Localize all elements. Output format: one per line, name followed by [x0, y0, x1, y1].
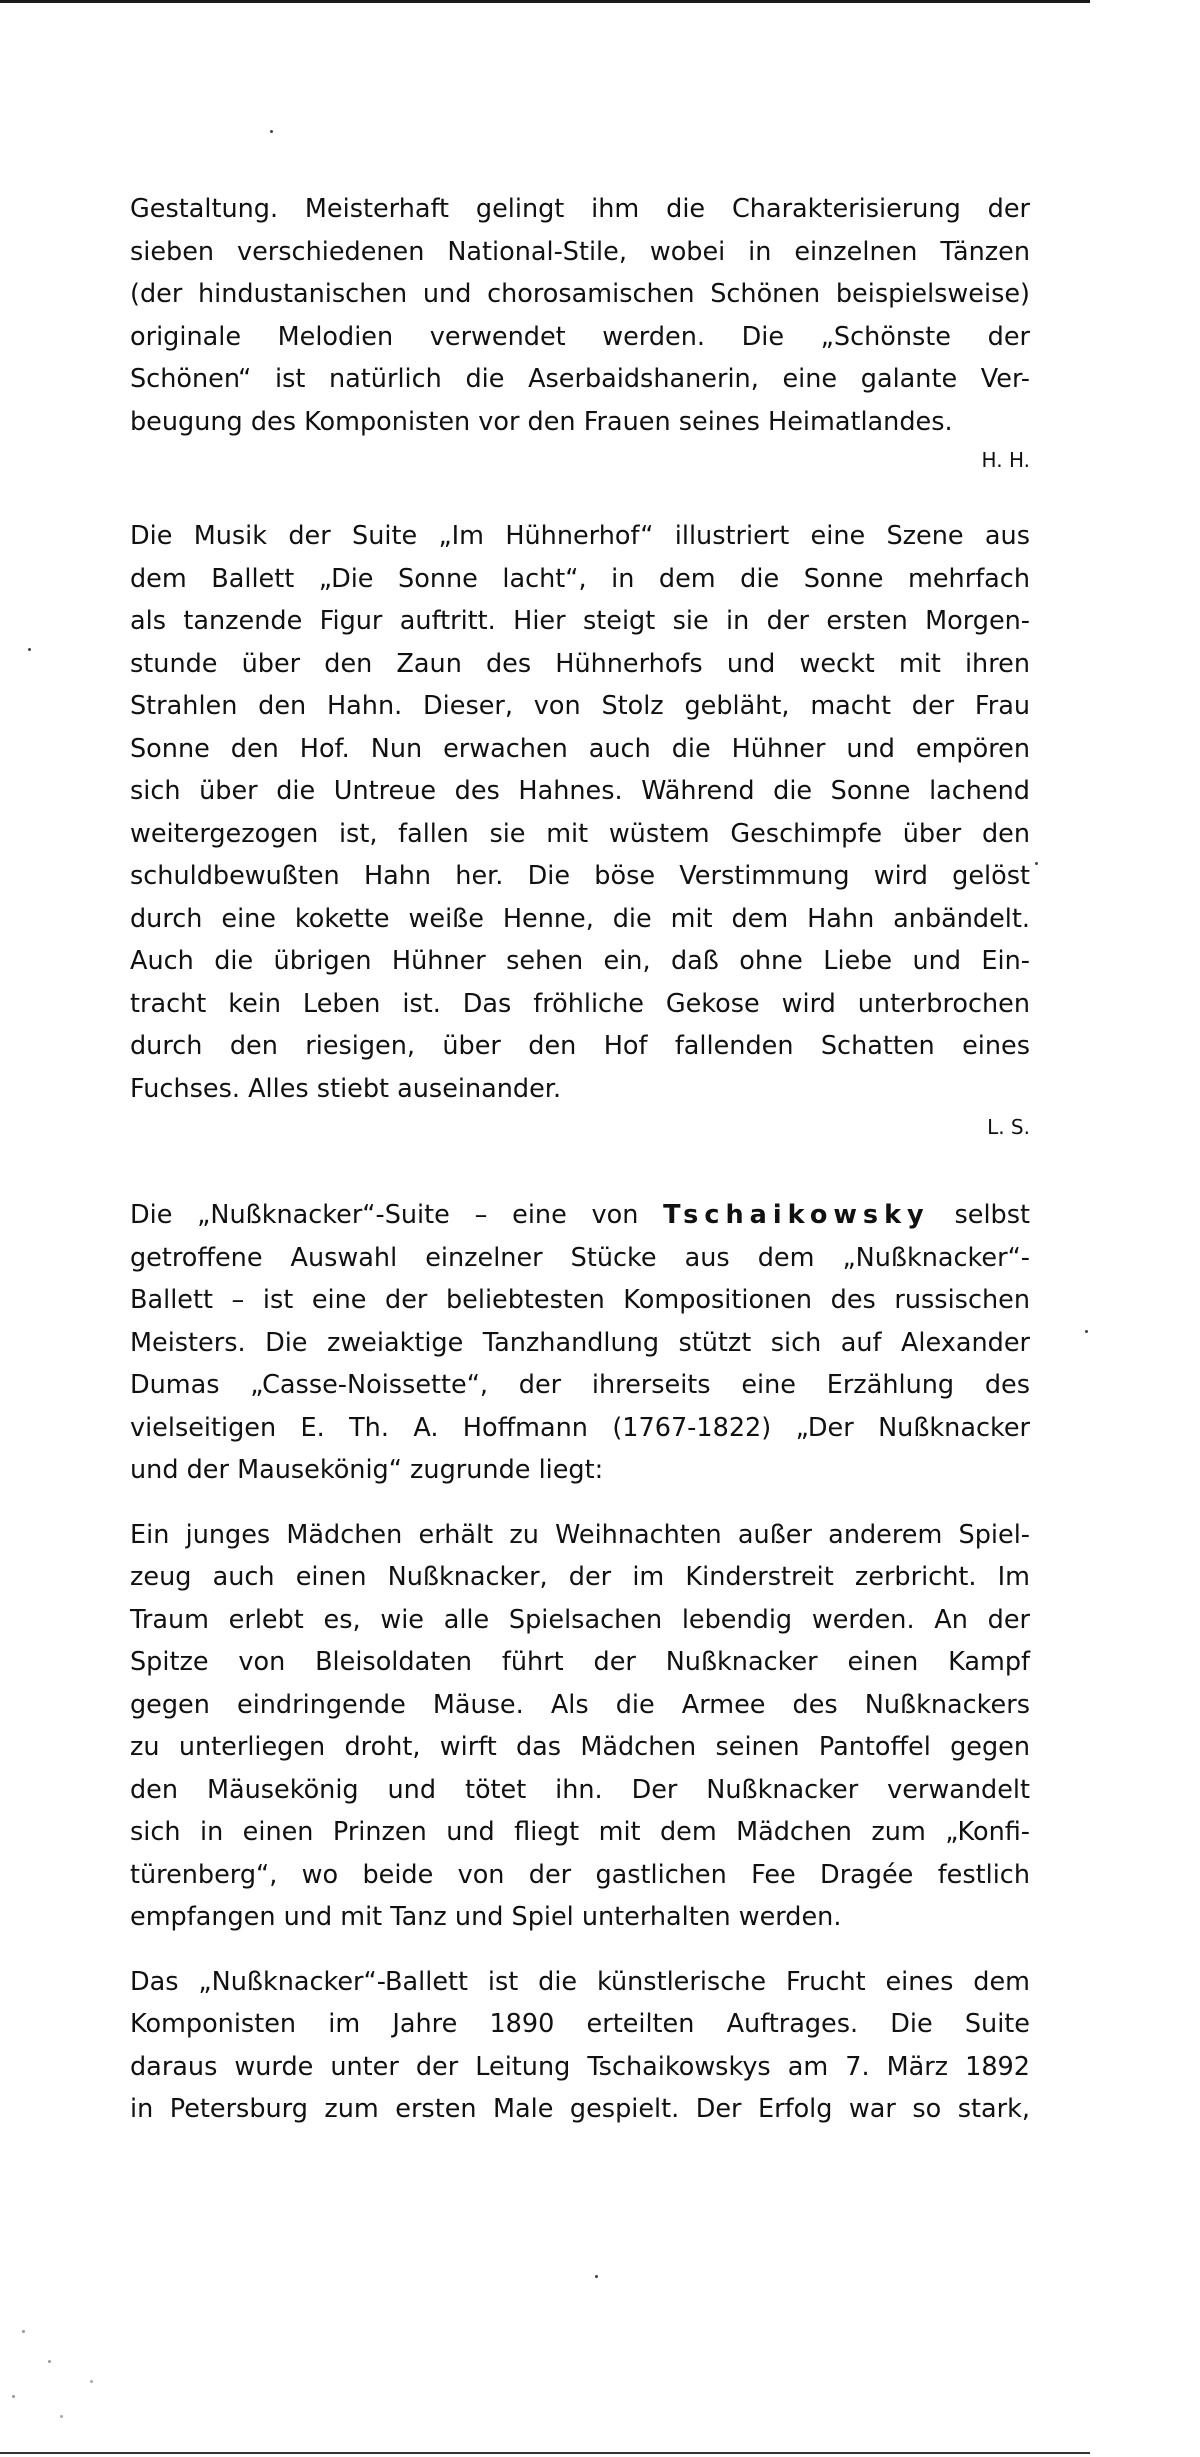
scan-speck: [270, 130, 273, 133]
text-line: tracht kein Leben ist. Das fröhliche Gekose wird unterbrochen: [130, 988, 1030, 1019]
text-line: Schönen“ ist natürlich die Aserbaidshanerin, eine galante Ver-: [130, 364, 1030, 394]
text-line: (der hindustanischen und chorosamischen Schönen beispielsweise): [130, 279, 1030, 309]
scan-speck: [1035, 862, 1038, 865]
scan-speck: [1085, 1330, 1088, 1333]
text-line: empfangen und mit Tanz und Spiel unterhalten werden.: [130, 1902, 842, 1932]
text-line: Komponisten im Jahre 1890 erteilten Auftrages. Die Suite: [130, 2009, 1030, 2039]
text-line: Sonne den Hof. Nun erwachen auch die Hühner und empören: [130, 733, 1030, 764]
text-line: beugung des Komponisten vor den Frauen seines Heimatlandes.: [130, 406, 953, 437]
composer-name: Tschaikowsky: [663, 1200, 930, 1230]
text-line: vielseitigen E. Th. A. Hoffmann (1767-1822) „Der Nußknacker: [130, 1412, 1030, 1443]
paragraph-nussknacker-suite: [130, 1194, 1030, 1492]
text-line: getroffene Auswahl einzelner Stücke aus dem „Nußknacker“-: [130, 1242, 1030, 1273]
text-line: stunde über den Zaun des Hühnerhofs und weckt mit ihren: [130, 648, 1030, 679]
text-line: sich über die Untreue des Hahnes. Während die Sonne lachend: [130, 776, 1030, 806]
text-line: Das „Nußknacker“-Ballett ist die künstlerische Frucht eines dem: [130, 1966, 1030, 1997]
text-line: gegen eindringende Mäuse. Als die Armee des Nußknackers: [130, 1689, 1030, 1720]
text-line: den Mäusekönig und tötet ihn. Der Nußknacker verwandelt: [130, 1774, 1030, 1805]
paragraph-premiere: [130, 1961, 1030, 2131]
scan-speck: [22, 2330, 25, 2333]
text-line: Die Musik der Suite „Im Hühnerhof“ illustriert eine Szene aus: [130, 521, 1030, 551]
text-line: in Petersburg zum ersten Male gespielt. Der Erfolg war so stark,: [130, 2094, 1030, 2124]
text-line: sieben verschiedenen National-Stile, wobei in einzelnen Tänzen: [130, 236, 1030, 267]
text-line: schuldbewußten Hahn her. Die böse Verstimmung wird gelöst: [130, 861, 1030, 891]
text-line: [130, 1194, 1030, 1237]
text-line: Meisters. Die zweiaktige Tanzhandlung stützt sich auf Alexander: [130, 1327, 1030, 1358]
paragraph-national-styles: [130, 188, 1030, 443]
scan-speck: [90, 2380, 93, 2383]
text-line: zeug auch einen Nußknacker, der im Kinderstreit zerbricht. Im: [130, 1562, 1030, 1592]
text-line: sich in einen Prinzen und fliegt mit dem Mädchen zum „Konfi-: [130, 1817, 1030, 1847]
text-line: als tanzende Figur auftritt. Hier steigt sie in der ersten Morgen-: [130, 606, 1030, 636]
paragraph-story: [130, 1514, 1030, 1939]
author-initials-hh: H. H.: [981, 448, 1030, 472]
scan-speck: [48, 2360, 51, 2363]
text-line: durch eine kokette weiße Henne, die mit dem Hahn anbändelt.: [130, 903, 1030, 934]
text-line: und der Mausekönig“ zugrunde liegt:: [130, 1455, 604, 1485]
text-line: Ein junges Mädchen erhält zu Weihnachten außer anderem Spiel-: [130, 1519, 1030, 1550]
author-initials-ls: L. S.: [987, 1115, 1030, 1139]
text-line: zu unterliegen droht, wirft das Mädchen seinen Pantoffel gegen: [130, 1732, 1030, 1762]
bottom-rule: [0, 2452, 1090, 2454]
scan-speck: [12, 2395, 15, 2398]
top-rule: [0, 0, 1090, 3]
text-line: Auch die übrigen Hühner sehen ein, daß ohne Liebe und Ein-: [130, 946, 1030, 976]
text-line: weitergezogen ist, fallen sie mit wüstem Geschimpfe über den: [130, 818, 1030, 849]
paragraph-huehnerhof: [130, 515, 1030, 1110]
text-line: Traum erlebt es, wie alle Spielsachen lebendig werden. An der: [130, 1604, 1030, 1635]
text-line: Ballett – ist eine der beliebtesten Kompositionen des russischen: [130, 1285, 1030, 1315]
text-line: dem Ballett „Die Sonne lacht“, in dem die Sonne mehrfach: [130, 563, 1030, 594]
text-line: Strahlen den Hahn. Dieser, von Stolz gebläht, macht der Frau: [130, 691, 1030, 721]
text-line: Fuchses. Alles stiebt auseinander.: [130, 1073, 562, 1104]
line-end: selbst: [954, 1200, 1030, 1230]
text-line: Dumas „Casse-Noissette“, der ihrerseits eine Erzählung des: [130, 1370, 1030, 1400]
text-line: Spitze von Bleisoldaten führt der Nußknacker einen Kampf: [130, 1647, 1030, 1677]
document-page: [130, 188, 1030, 2131]
line-start: Die „Nußknacker“-Suite – eine von: [130, 1200, 639, 1230]
scan-speck: [595, 2275, 598, 2278]
text-line: türenberg“, wo beide von der gastlichen Fee Dragée festlich: [130, 1859, 1030, 1890]
text-line: originale Melodien verwendet werden. Die „Schönste der: [130, 321, 1030, 352]
scan-speck: [60, 2415, 63, 2418]
text-line: Gestaltung. Meisterhaft gelingt ihm die Charakterisierung der: [130, 194, 1030, 224]
text-line: daraus wurde unter der Leitung Tschaikowskys am 7. März 1892: [130, 2051, 1030, 2082]
scan-speck: [28, 648, 31, 651]
text-line: durch den riesigen, über den Hof fallenden Schatten eines: [130, 1031, 1030, 1061]
